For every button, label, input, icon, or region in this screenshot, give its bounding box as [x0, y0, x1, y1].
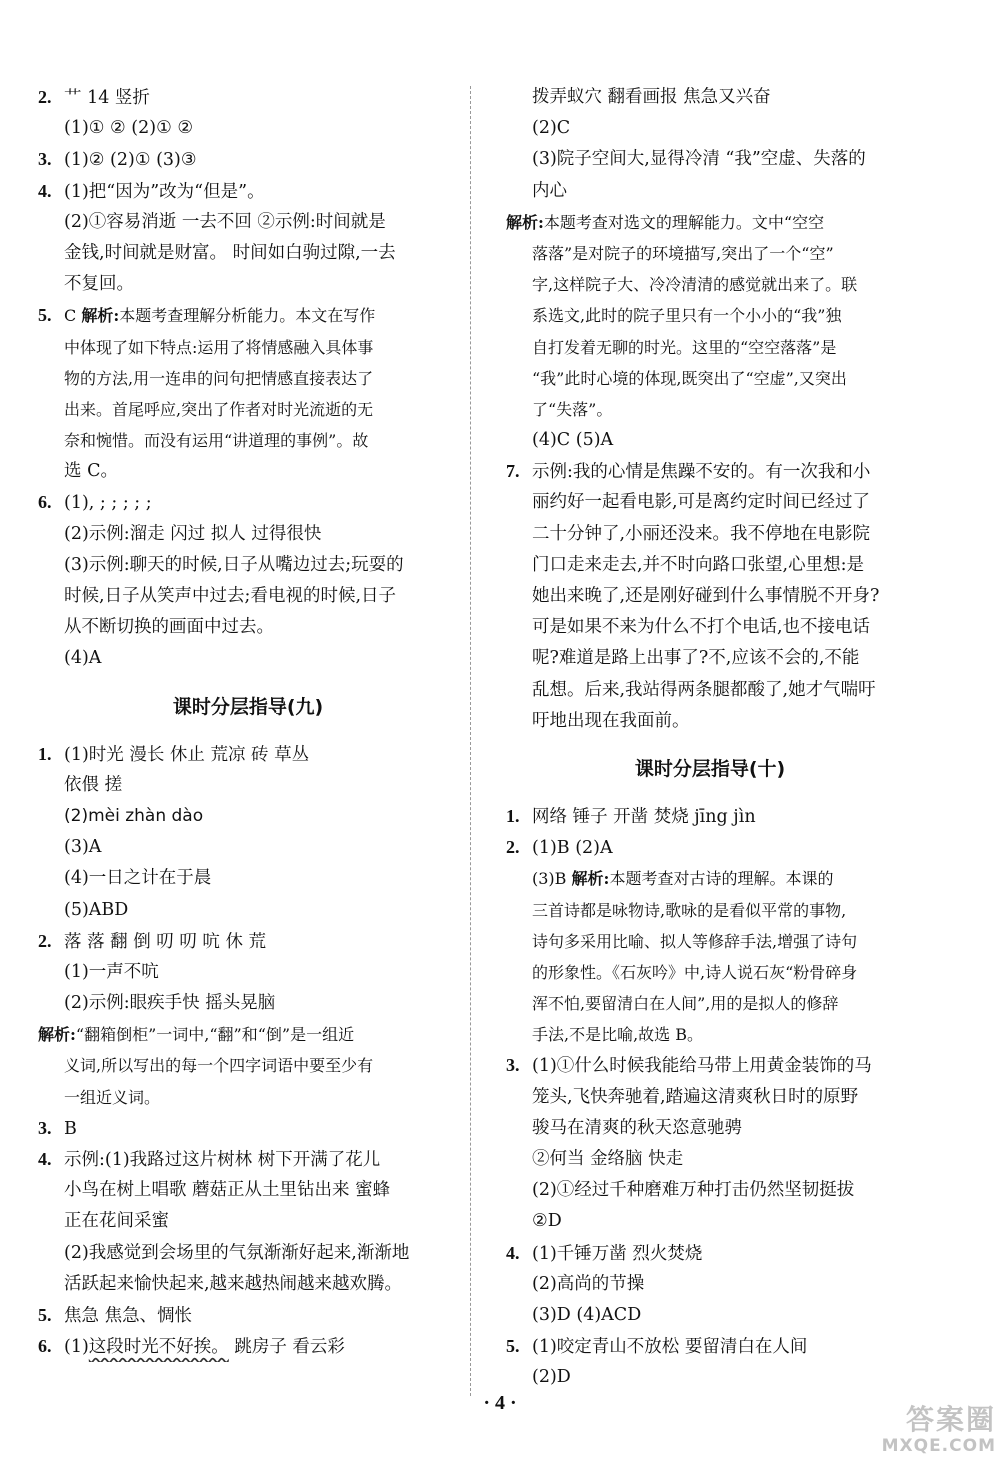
answer-text: (2)高尚的节操 [532, 1273, 645, 1294]
answer-text: (1)① ② (2)① ② [64, 118, 194, 139]
answer-text: 跳房子 看云彩 [228, 1337, 345, 1358]
question-line [38, 1331, 458, 1362]
analysis-text: “翻箱倒柜”一词中,“翻”和“倒”是一组近 [75, 1025, 355, 1045]
question-line [38, 300, 458, 331]
answer-line [506, 863, 914, 894]
right-column [506, 82, 914, 1394]
answer-line [506, 1362, 914, 1393]
answer-text: 落 落 翻 倒 叨 叨 吭 休 荒 [64, 931, 267, 952]
answer-line [506, 643, 914, 674]
answer-text: (2)①经过千种磨难万种打击仍然坚韧挺拔 [532, 1180, 855, 1201]
answer-line [38, 581, 458, 612]
answer-line [506, 957, 914, 988]
answer-line [38, 519, 458, 550]
answer-line [38, 394, 458, 425]
question-number: 4. [38, 1149, 52, 1169]
answer-text: 不复回。 [64, 274, 134, 295]
answer-text: (1)①什么时候我能给马带上用黄金装饰的马 [532, 1056, 872, 1077]
answer-text: 从不断切换的画面中过去。 [64, 617, 274, 638]
answer-text: (1)② (2)① (3)③ [64, 150, 197, 171]
answer-line [38, 612, 458, 643]
question-line [38, 1144, 458, 1175]
answer-text: 浑不怕,要留清白在人间”,用的是拟人的修辞 [532, 994, 839, 1014]
answer-text: (2)C [532, 118, 571, 139]
answer-line [506, 612, 914, 643]
question-line [506, 1331, 914, 1362]
question-line [38, 82, 458, 113]
answer-text: 小鸟在树上唱歌 蘑菇正从土里钻出来 蜜蜂 [64, 1180, 391, 1201]
answer-text: 正在花间采蜜 [64, 1211, 169, 1232]
answer-line [506, 332, 914, 363]
answer-line [506, 300, 914, 331]
answer-text: 活跃起来愉快起来,越来越热闹越来越欢腾。 [64, 1273, 403, 1294]
analysis-label: 解析: [506, 212, 544, 232]
answer-text: 她出来晚了,还是刚好碰到什么事情脱不开身? [532, 586, 880, 606]
answer-line [38, 456, 458, 487]
answer-text: (1) [64, 1337, 89, 1358]
answer-text: 落落”是对院子的环境描写,突出了一个“空” [532, 243, 834, 263]
question-number: 2. [38, 930, 52, 951]
answer-text: (4)C (5)A [532, 430, 614, 451]
answer-text: 内心 [532, 180, 567, 201]
question-number: 6. [38, 492, 52, 513]
answer-text: (1)时光 漫长 休止 荒凉 砖 草丛 [64, 744, 310, 765]
question-number: 1. [38, 743, 52, 764]
question-number: 5. [38, 1304, 52, 1325]
answer-line [38, 113, 458, 144]
answer-text: 字,这样院子大、冷冷清清的感觉就出来了。联 [532, 275, 858, 295]
column-divider [470, 86, 471, 1396]
answer-text: 诗句多采用比喻、拟人等修辞手法,增强了诗句 [532, 931, 858, 951]
answer-line [38, 895, 458, 926]
answer-text: 义词,所以写出的每一个四字词语中要至少有 [64, 1056, 374, 1076]
answer-line [506, 363, 914, 394]
answer-text: 奈和惋惜。而没有运用“讲道理的事例”。故 [64, 431, 369, 451]
answer-line [38, 1019, 458, 1050]
answer-line [38, 207, 458, 238]
answer-line [506, 1300, 914, 1331]
answer-text: “我”此时心境的体现,既突出了“空虚”,又突出 [532, 368, 847, 388]
answer-text: 的形象性。《石灰吟》中,诗人说石灰“粉骨碎身 [532, 962, 858, 982]
answer-text: 乱想。后来,我站得两条腿都酸了,她才气喘吁 [532, 679, 876, 700]
answer-line [506, 1082, 914, 1113]
watermark-logo [800, 1404, 996, 1462]
answer-text: 艹 14 竖折 [64, 88, 150, 108]
question-number: 3. [38, 149, 52, 170]
answer-line [38, 988, 458, 1019]
watermark-text: 答案圈 [905, 1403, 996, 1436]
question-line [506, 832, 914, 863]
analysis-label: 解析: [38, 1025, 76, 1045]
answer-line [506, 113, 914, 144]
answer-text: 出来。首尾呼应,突出了作者对时光流逝的无 [64, 399, 374, 419]
answer-text: (1), ; ; ; ; ; [64, 493, 152, 514]
answer-text: C [64, 306, 82, 326]
answer-line [38, 269, 458, 300]
answer-text: ②何当 金络脑 快走 [532, 1149, 684, 1169]
answer-text: 了“失落”。 [532, 399, 613, 419]
question-number: 2. [38, 87, 52, 107]
answer-text: (1)咬定青山不放松 要留清白在人间 [532, 1337, 808, 1358]
answer-text: 三首诗都是咏物诗,歌咏的是看似平常的事物, [532, 900, 847, 920]
answer-line [38, 643, 458, 674]
answer-line [506, 675, 914, 706]
answer-line [38, 1175, 458, 1206]
answer-text: (3)B [532, 869, 572, 889]
answer-text: 选 C。 [64, 461, 118, 482]
answer-line [506, 706, 914, 737]
answer-text: 金钱,时间就是财富。 时间如白驹过隙,一去 [64, 242, 396, 263]
answer-text: 门口走来走去,并不时向路口张望,心里想:是 [532, 554, 865, 575]
answer-line [38, 801, 458, 832]
answer-text: (2)示例:眼疾手快 摇头晃脑 [64, 993, 276, 1014]
answer-line [38, 332, 458, 363]
answer-text: B [64, 1118, 77, 1139]
question-number: 3. [506, 1055, 520, 1076]
answer-line [506, 1019, 914, 1050]
answer-text: 拨弄蚁穴 翻看画报 焦急又兴奋 [532, 87, 771, 107]
answer-text: (4)一日之计在于晨 [64, 868, 212, 889]
answer-text: 可是如果不来为什么不打个电话,也不接电话 [532, 617, 871, 638]
answer-text: 一组近义词。 [64, 1087, 161, 1107]
question-line [38, 144, 458, 175]
answer-line [506, 238, 914, 269]
answer-line [38, 425, 458, 456]
answer-line [506, 550, 914, 581]
question-number: 2. [506, 837, 520, 858]
answer-line [506, 519, 914, 550]
answer-line [506, 988, 914, 1019]
answer-line [506, 487, 914, 518]
answer-text: ②D [532, 1211, 562, 1232]
answer-line [38, 1206, 458, 1237]
question-line [38, 1300, 458, 1331]
analysis-text: 本题考查理解分析能力。本文在写作 [119, 306, 376, 326]
left-column [38, 82, 458, 1362]
question-line [38, 176, 458, 207]
page-number: · 4 · [483, 1392, 517, 1414]
analysis-text: 本题考查对选文的理解能力。文中“空空 [543, 212, 825, 232]
question-line [38, 739, 458, 770]
answer-text: 笼头,飞快奔驰着,踏遍这清爽秋日时的原野 [532, 1086, 859, 1107]
answer-text: 丽约好一起看电影,可是离约定时间已经过了 [532, 492, 871, 513]
answer-line [506, 581, 914, 612]
watermark-url: MXQE.COM [881, 1436, 996, 1456]
answer-text: 二十分钟了,小丽还没来。我不停地在电影院 [532, 523, 871, 544]
answer-line [38, 863, 458, 894]
answer-line [38, 1269, 458, 1300]
answer-text: (2)mèi zhàn dào [64, 805, 204, 826]
question-line [506, 1238, 914, 1269]
answer-line [38, 1082, 458, 1113]
answer-text: 自打发着无聊的时光。这里的“空空落落”是 [532, 337, 837, 357]
answer-text: (3)示例:聊天的时候,日子从嘴边过去;玩耍的 [64, 554, 404, 575]
answer-text: 手法,不是比喻,故选 B。 [532, 1025, 704, 1045]
answer-text: 系选文,此时的院子里只有一个小小的“我”独 [532, 306, 842, 326]
answer-line [506, 895, 914, 926]
answer-text: 示例:我的心情是焦躁不安的。有一次我和小 [532, 462, 871, 483]
answer-text: 骏马在清爽的秋天恣意驰骋 [532, 1117, 742, 1138]
question-line [38, 487, 458, 518]
answer-text: 焦急 焦急、惆怅 [64, 1305, 193, 1326]
question-number: 4. [38, 180, 52, 201]
answer-line [506, 1113, 914, 1144]
answer-line [506, 82, 914, 113]
answer-line [38, 238, 458, 269]
question-number: 7. [506, 461, 520, 482]
answer-text: (4)A [64, 648, 102, 669]
answer-line [38, 957, 458, 988]
section-heading: 课时分层指导(九) [172, 695, 324, 718]
analysis-label: 解析: [81, 306, 120, 326]
answer-text: (2)①容易消逝 一去不回 ②示例:时间就是 [64, 211, 386, 232]
answer-line [506, 176, 914, 207]
answer-text: (3)院子空间大,显得冷清 “我”空虚、失落的 [532, 149, 866, 170]
answer-text: 中体现了如下特点:运用了将情感融入具体事 [64, 337, 374, 357]
answer-text: (5)ABD [64, 899, 129, 920]
answer-line [506, 425, 914, 456]
answer-line [506, 1269, 914, 1300]
answer-line [38, 363, 458, 394]
answer-line [38, 832, 458, 863]
section-heading: 课时分层指导(十) [634, 757, 786, 780]
answer-text: 示例:(1)我路过这片树林 树下开满了花儿 [64, 1150, 381, 1170]
question-line [38, 1113, 458, 1144]
answer-line [506, 207, 914, 238]
answer-text: (1)把“因为”改为“但是”。 [64, 181, 265, 202]
answer-text: 依偎 搓 [64, 774, 123, 795]
question-number: 4. [506, 1242, 520, 1263]
answer-text: (2)D [532, 1367, 571, 1388]
answer-line [506, 1144, 914, 1175]
answer-line [38, 550, 458, 581]
answer-text: 网络 锤子 开凿 焚烧 jīng jìn [532, 806, 756, 827]
answer-text: 时候,日子从笑声中过去;看电视的时候,日子 [64, 586, 397, 606]
underlined-sentence: 这段时光不好挨。 [88, 1337, 229, 1358]
question-line [506, 456, 914, 487]
answer-text: 呢?难道是路上出事了?不,应该不会的,不能 [532, 648, 860, 669]
answer-line [38, 770, 458, 801]
question-number: 5. [38, 305, 52, 326]
analysis-label: 解析: [571, 869, 610, 889]
question-line [506, 1050, 914, 1081]
question-number: 3. [38, 1117, 52, 1138]
answer-text: (1)千锤万凿 烈火焚烧 [532, 1243, 703, 1264]
answer-text: 物的方法,用一连串的问句把情感直接表达了 [64, 368, 374, 388]
analysis-text: 本题考查对古诗的理解。本课的 [609, 869, 834, 889]
answer-text: (2)示例:溜走 闪过 拟人 过得很快 [64, 523, 322, 544]
answer-line [38, 1238, 458, 1269]
answer-text: (1)一声不吭 [64, 961, 159, 982]
question-number: 1. [506, 805, 520, 826]
answer-line [38, 1050, 458, 1081]
answer-text: (3)D (4)ACD [532, 1304, 642, 1325]
question-line [506, 801, 914, 832]
question-number: 5. [506, 1336, 520, 1357]
answer-line [506, 926, 914, 957]
answer-line [506, 1206, 914, 1237]
answer-text: (2)我感觉到会场里的气氛渐渐好起来,渐渐地 [64, 1242, 410, 1263]
answer-text: 吁地出现在我面前。 [532, 710, 690, 731]
question-line [38, 926, 458, 957]
answer-line [506, 144, 914, 175]
answer-text: (1)B (2)A [532, 838, 613, 859]
answer-line [506, 1175, 914, 1206]
answer-text: (3)A [64, 837, 102, 858]
answer-line [506, 269, 914, 300]
answer-line [506, 394, 914, 425]
question-number: 6. [38, 1336, 52, 1357]
